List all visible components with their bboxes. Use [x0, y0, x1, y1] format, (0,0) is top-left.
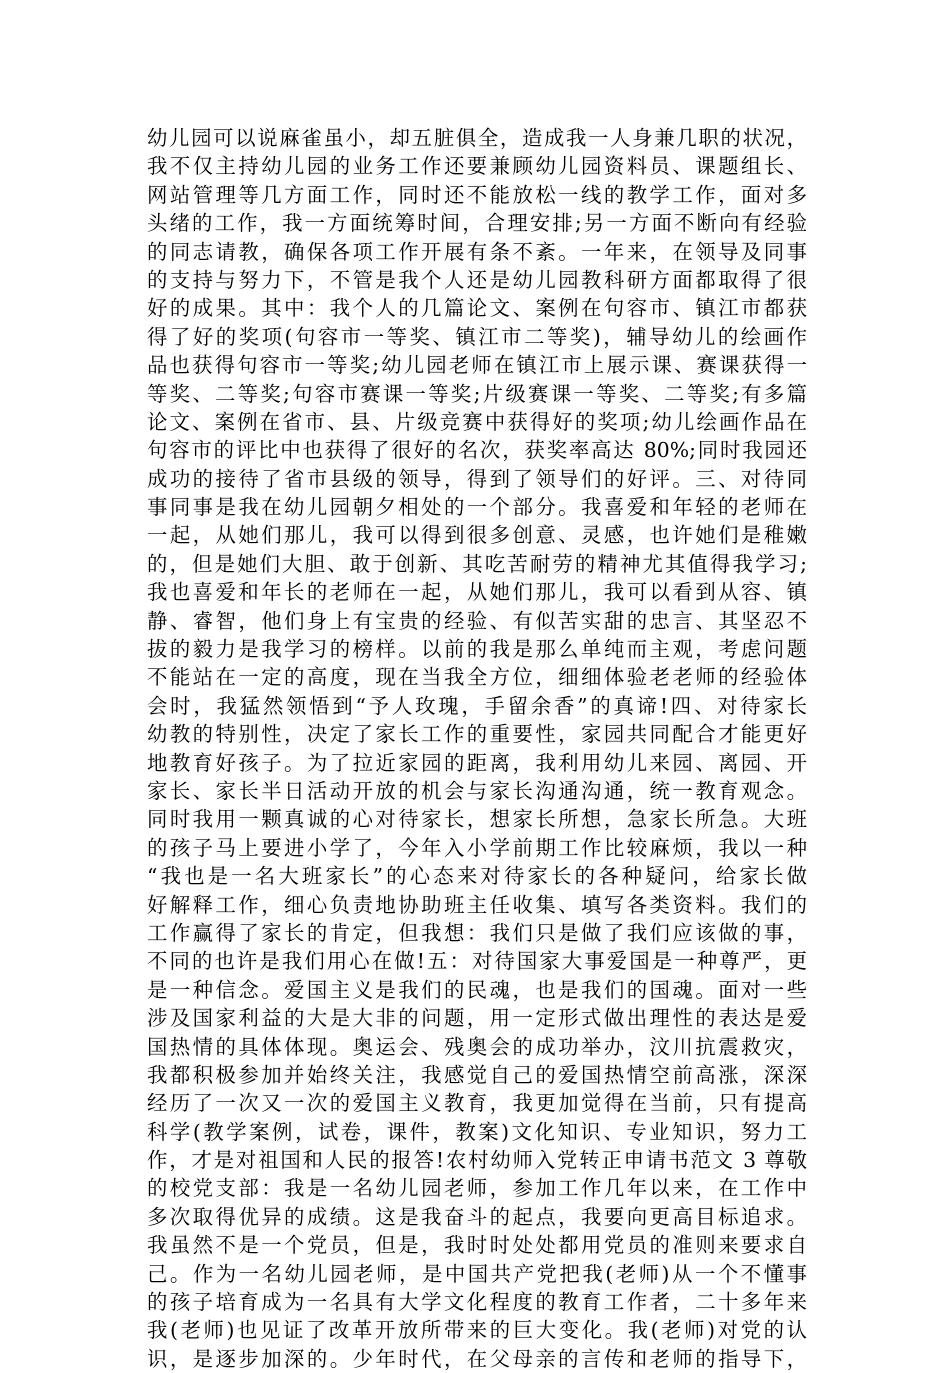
text-line: 地教育好孩子。为了拉近家园的距离，我利用幼儿来园、离园、开: [147, 750, 807, 775]
text-line: 家长、家长半日活动开放的机会与家长沟通沟通，统一教育观念。: [147, 778, 807, 803]
text-line: 我不仅主持幼儿园的业务工作还要兼顾幼儿园资料员、课题组长、: [147, 154, 807, 179]
text-line: 的校党支部：我是一名幼儿园老师，参加工作几年以来，在工作中: [147, 1176, 807, 1201]
text-line: 拔的毅力是我学习的榜样。以前的我是那么单纯而主观，考虑问题: [147, 637, 807, 662]
text-line: 幼教的特别性，决定了家长工作的重要性，家园共同配合才能更好: [147, 722, 807, 747]
text-line: 头绪的工作，我一方面统筹时间，合理安排;另一方面不断向有经验: [147, 211, 807, 236]
text-line: 多次取得优异的成绩。这是我奋斗的起点，我要向更高目标追求。: [147, 1204, 807, 1229]
text-line: 好解释工作，细心负责地协助班主任收集、填写各类资料。我们的: [147, 892, 807, 917]
text-line: 是一种信念。爱国主义是我们的民魂，也是我们的国魂。面对一些: [147, 977, 807, 1002]
text-line: 句容市的评比中也获得了很好的名次，获奖率高达 80%;同时我园还: [147, 438, 807, 463]
text-line: 的同志请教，确保各项工作开展有条不紊。一年来，在领导及同事: [147, 239, 807, 264]
text-line: 经历了一次又一次的爱国主义教育，我更加觉得在当前，只有提高: [147, 1091, 807, 1116]
text-line: 工作赢得了家长的肯定，但我想：我们只是做了我们应该做的事，: [147, 920, 807, 945]
text-line: 科学(教学案例，试卷，课件，教案)文化知识、专业知识，努力工: [147, 1119, 807, 1144]
text-line: 同时我用一颗真诚的心对待家长，想家长所想，急家长所急。大班: [147, 807, 807, 832]
text-line: 的孩子培育成为一名具有大学文化程度的教育工作者，二十多年来: [147, 1290, 807, 1315]
text-line: 品也获得句容市一等奖;幼儿园老师在镇江市上展示课、赛课获得一: [147, 353, 807, 378]
text-line: 不同的也许是我们用心在做!五：对待国家大事爱国是一种尊严，更: [147, 949, 807, 974]
text-line: 成功的接待了省市县级的领导，得到了领导们的好评。三、对待同: [147, 466, 807, 491]
text-line: 我(老师)也见证了改革开放所带来的巨大变化。我(老师)对党的认: [147, 1318, 807, 1343]
text-line: 的支持与努力下，不管是我个人还是幼儿园教科研方面都取得了很: [147, 267, 807, 292]
text-line: 不能站在一定的高度，现在当我全方位，细细体验老老师的经验体: [147, 665, 807, 690]
text-line: 我也喜爱和年长的老师在一起，从她们那儿，我可以看到从容、镇: [147, 580, 807, 605]
text-line: 己。作为一名幼儿园老师，是中国共产党把我(老师)从一个不懂事: [147, 1261, 807, 1286]
text-line: 等奖、二等奖;句容市赛课一等奖;片级赛课一等奖、二等奖;有多篇: [147, 381, 807, 406]
text-line: “我也是一名大班家长”的心态来对待家长的各种疑问，给家长做: [147, 864, 807, 889]
text-line: 国热情的具体体现。奥运会、残奥会的成功举办，汶川抗震救灾，: [147, 1034, 807, 1059]
text-line: 一起，从她们那儿，我可以得到很多创意、灵感，也许她们是稚嫩: [147, 523, 807, 548]
text-line: 幼儿园可以说麻雀虽小，却五脏俱全，造成我一人身兼几职的状况，: [147, 126, 807, 150]
text-line: 我虽然不是一个党员，但是，我时时处处都用党员的准则来要求自: [147, 1233, 807, 1258]
text-line: 作，才是对祖国和人民的报答!农村幼师入党转正申请书范文 3 尊敬: [147, 1148, 807, 1173]
text-line: 我都积极参加并始终关注，我感觉自己的爱国热情空前高涨，深深: [147, 1062, 807, 1087]
text-line: 论文、案例在省市、县、片级竞赛中获得好的奖项;幼儿绘画作品在: [147, 409, 807, 434]
text-line: 得了好的奖项(句容市一等奖、镇江市二等奖)，辅导幼儿的绘画作: [147, 324, 807, 349]
text-line: 好的成果。其中：我个人的几篇论文、案例在句容市、镇江市都获: [147, 296, 807, 321]
text-line: 网站管理等几方面工作，同时还不能放松一线的教学工作，面对多: [147, 182, 807, 207]
text-line: 识，是逐步加深的。少年时代，在父母亲的言传和老师的指导下，: [147, 1346, 807, 1371]
text-line: 的，但是她们大胆、敢于创新、其吃苦耐劳的精神尤其值得我学习;: [147, 551, 807, 576]
text-line: 的孩子马上要进小学了，今年入小学前期工作比较麻烦，我以一种: [147, 835, 807, 860]
text-line: 静、睿智，他们身上有宝贵的经验、有似苦实甜的忠言、其坚忍不: [147, 608, 807, 633]
text-line: 涉及国家利益的大是大非的问题，用一定形式做出理性的表达是爱: [147, 1006, 807, 1031]
body-text: [147, 124, 807, 1373]
text-line: 会时，我猛然领悟到“予人玫瑰，手留余香”的真谛!四、对待家长: [147, 693, 807, 718]
text-line: 事同事是我在幼儿园朝夕相处的一个部分。我喜爱和年轻的老师在: [147, 495, 807, 520]
